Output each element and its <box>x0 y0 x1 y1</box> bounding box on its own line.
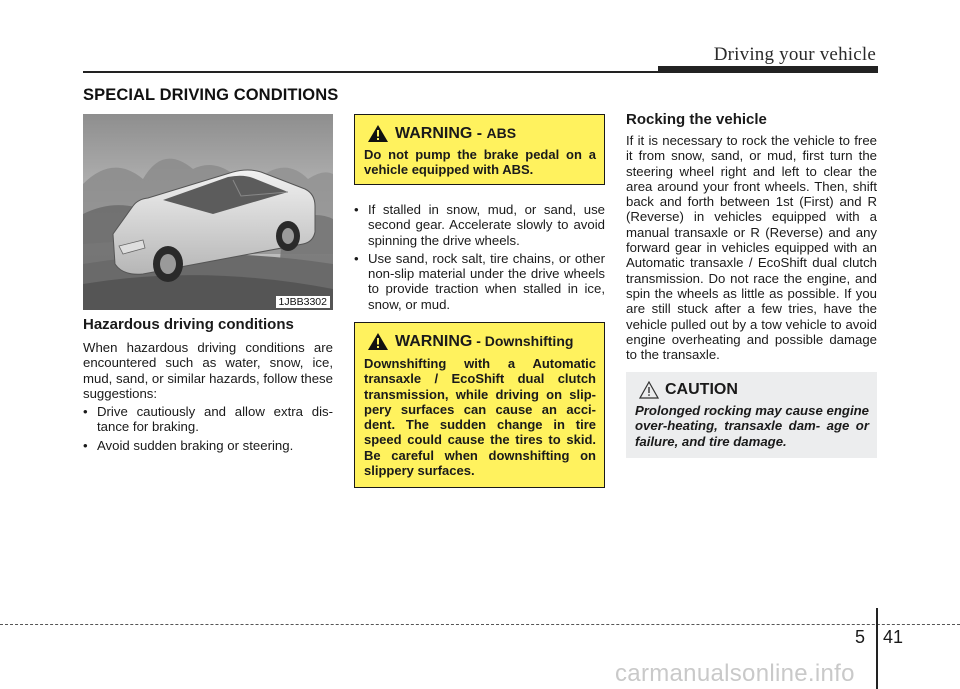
warning-abs-text: Do not pump the brake pedal on a vehicle equipped with ABS. <box>364 147 596 178</box>
rocking-section <box>626 111 877 362</box>
car-drawing <box>83 114 333 310</box>
caution-title: CAUTION <box>665 381 738 398</box>
footer-divider <box>876 608 878 689</box>
section-title: Driving your vehicle <box>713 44 876 65</box>
warning-icon <box>367 332 389 351</box>
caution-icon <box>639 381 659 399</box>
warning-downshift-box <box>354 322 605 488</box>
hazardous-bullet: • Drive cautiously and allow extra dis- tance for braking. <box>83 404 333 435</box>
warning-downshift-text: Downshifting with a Automatic transaxle / EcoShift dual clutch transmission, while driving on slip- pery surfaces can cause an acci- dent. The sudden change in tire speed could cause the tires to skid. Be careful when downshifting on slippery surfaces. <box>364 356 596 479</box>
warning-abs-title: WARNING - ABS <box>395 124 517 142</box>
warning-downshift-title: WARNING - Downshifting <box>395 332 574 350</box>
figure-code: 1JBB3302 <box>276 296 330 308</box>
hazardous-heading: Hazardous driving conditions <box>83 316 294 333</box>
rocking-text: If it is necessary to rock the vehicle to free it from snow, sand, or mud, first turn the steering wheel right and left to clear the area around your front wheels. Then, shift back and forth between 1st (First) and R (Reverse) in vehicles equipped with a manual transaxle or R (Reverse) and any forward gear in vehicles equipped with an Automatic transaxle / EcoShift dual clutch transmission. Do not race the engine, and spin the wheels as little as possible. If you are still stuck after a few tries, have the vehicle pulled out by a tow vehicle to avoid engine overheating and possible damage to the transaxle. <box>626 133 877 363</box>
caution-text: Prolonged rocking may cause engine over-heating, transaxle dam- age or failure, and tire damage. <box>635 403 869 449</box>
stalled-bullet: • If stalled in snow, mud, or sand, use second gear. Accelerate slowly to avoid spinning the drive wheels. <box>354 202 605 248</box>
hazardous-intro: When hazardous driving conditions are encountered such as water, snow, ice, mud, sand, or similar hazards, follow these suggestions: <box>83 340 333 401</box>
warning-abs-box <box>354 114 605 185</box>
header-rule-accent <box>658 66 878 73</box>
hazardous-section <box>83 316 333 453</box>
caution-box <box>626 372 877 458</box>
car-illustration <box>83 114 333 310</box>
hazardous-bullet: • Avoid sudden braking or steering. <box>83 438 333 453</box>
chapter-number: 5 <box>855 627 866 647</box>
page-number: 41 <box>883 627 904 647</box>
footer-rule <box>0 624 960 625</box>
stalled-tips <box>354 202 605 312</box>
stalled-bullet: • Use sand, rock salt, tire chains, or other non-slip material under the drive wheels to provide traction when stalled in ice, snow, or mud. <box>354 251 605 312</box>
page-title: SPECIAL DRIVING CONDITIONS <box>83 86 339 104</box>
watermark: carmanualsonline.info <box>615 660 855 687</box>
rocking-heading: Rocking the vehicle <box>626 111 767 128</box>
warning-icon <box>367 124 389 143</box>
